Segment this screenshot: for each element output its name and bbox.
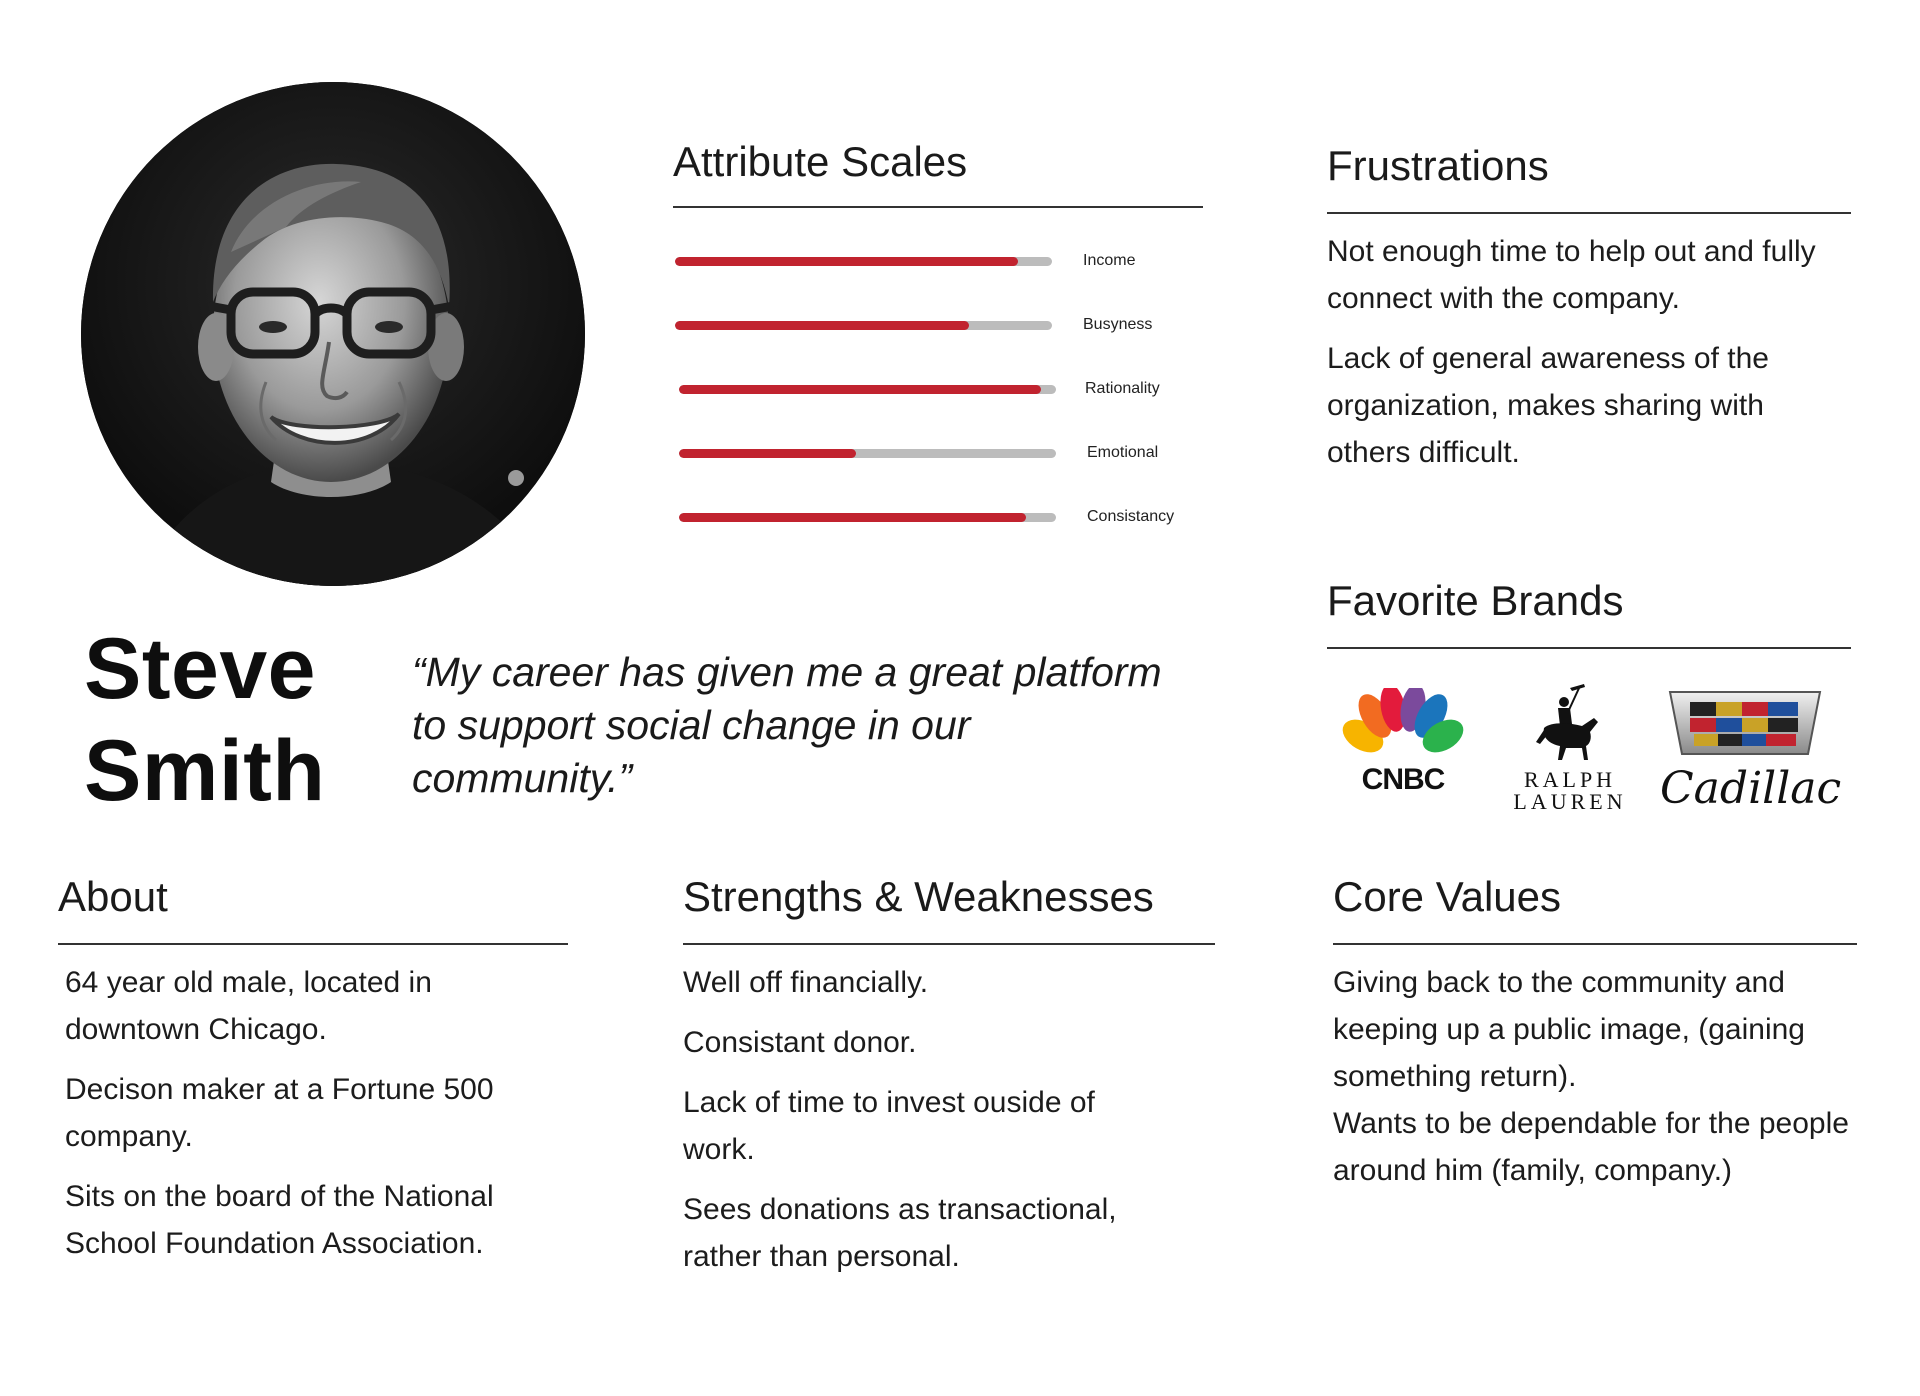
- ralph-lauren-line-1: RALPH: [1523, 767, 1617, 792]
- core-values-heading: Core Values: [1333, 873, 1857, 945]
- scale-track: [679, 385, 1056, 394]
- about-heading: About: [58, 873, 568, 945]
- scale-label: Consistancy: [1087, 508, 1175, 525]
- strengths-weaknesses-section: [683, 873, 1215, 1293]
- strengths-weaknesses-heading: Strengths & Weaknesses: [683, 873, 1215, 945]
- about-section: [58, 873, 568, 1280]
- attribute-scales-list: [673, 246, 1213, 546]
- scale-track: [679, 449, 1056, 458]
- brand-ralph-lauren: [1510, 682, 1630, 812]
- core-value-text: Wants to be dependable for the people around him (family, company.): [1333, 1107, 1849, 1187]
- attribute-scales-section: [673, 138, 1203, 208]
- scale-fill: [679, 385, 1041, 394]
- scale-label: Rationality: [1085, 380, 1160, 397]
- portrait-image: [81, 82, 585, 586]
- brand-cadillac: [1660, 688, 1842, 814]
- brand-cnbc: [1340, 688, 1466, 796]
- scale-track: [675, 321, 1052, 330]
- about-text: 64 year old male, located in downtown Chicago.: [65, 966, 432, 1046]
- core-value-text: Giving back to the community and keeping up a public image, (gaining something return).: [1333, 966, 1805, 1093]
- scale-row-rationality: [673, 374, 1213, 404]
- strength-text: Consistant donor.: [683, 1026, 917, 1059]
- favorite-brands-heading: Favorite Brands: [1327, 577, 1851, 649]
- strength-text: Lack of time to invest ouside of work.: [683, 1086, 1095, 1166]
- cnbc-wordmark: CNBC: [1361, 763, 1445, 796]
- favorite-brands-section: [1327, 577, 1851, 649]
- polo-player-logo: [1510, 682, 1630, 764]
- ralph-lauren-line-2: LAUREN: [1513, 789, 1627, 814]
- frustrations-heading: Frustrations: [1327, 142, 1851, 214]
- scale-row-busyness: [673, 310, 1213, 340]
- persona-last-name: Smith: [84, 723, 326, 819]
- about-text: Decison maker at a Fortune 500 company.: [65, 1073, 494, 1153]
- scale-fill: [675, 257, 1018, 266]
- strength-text: Well off financially.: [683, 966, 929, 999]
- scale-row-emotional: [673, 438, 1213, 468]
- scale-track: [675, 257, 1052, 266]
- strength-text: Sees donations as transactional, rather than personal.: [683, 1193, 1117, 1273]
- persona-quote: “My career has given me a great platform to support social change in our community.”: [412, 649, 1162, 801]
- frustration-text: Lack of general awareness of the organization, makes sharing with others difficult.: [1327, 342, 1769, 469]
- scale-row-consistancy: [673, 502, 1213, 532]
- about-text: Sits on the board of the National School Foundation Association.: [65, 1180, 494, 1260]
- cadillac-crest-logo: [1660, 688, 1830, 760]
- cnbc-peacock-logo: [1340, 688, 1466, 758]
- attribute-scales-heading: Attribute Scales: [673, 138, 1203, 208]
- frustration-text: Not enough time to help out and fully connect with the company.: [1327, 235, 1816, 315]
- frustrations-section: [1327, 142, 1851, 489]
- persona-photo: [81, 82, 585, 586]
- ralph-lauren-wordmark: [1510, 769, 1630, 813]
- scale-label: Emotional: [1087, 444, 1159, 461]
- scale-track: [679, 513, 1056, 522]
- scale-label: Income: [1083, 252, 1136, 269]
- scale-fill: [679, 449, 856, 458]
- cadillac-wordmark: Cadillac: [1660, 763, 1842, 814]
- scale-row-income: [673, 246, 1213, 276]
- scale-fill: [675, 321, 969, 330]
- scale-fill: [679, 513, 1026, 522]
- persona-first-name: Steve: [84, 621, 316, 717]
- core-values-section: [1333, 873, 1857, 1194]
- scale-label: Busyness: [1083, 316, 1153, 333]
